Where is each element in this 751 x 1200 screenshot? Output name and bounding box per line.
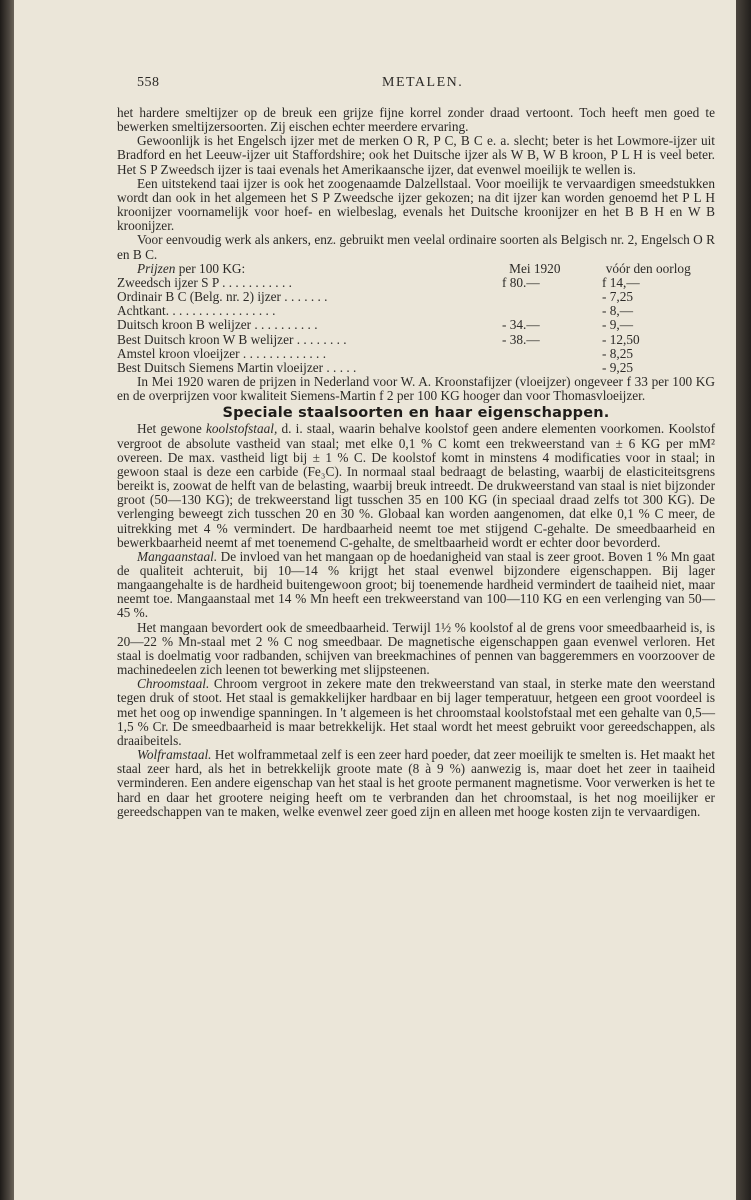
price-leader: . . . . .	[323, 359, 357, 375]
price-pre-war: - 9,25	[602, 359, 634, 375]
paragraph: het hardere smeltijzer op de breuk een grijze fijne korrel zonder draad vertoont. Toch heeft men goed te bewerken smeltijzersoorten. Zij eischen echter meerdere ervaring.	[117, 105, 715, 135]
paragraph: Voor eenvoudig werk als ankers, enz. gebruikt men veelal ordinaire soorten als Belgisch nr. 2, Engelsch O R en B C.	[117, 232, 715, 262]
paragraph-mangaan: Mangaanstaal. De invloed van het mangaan op de hoedanigheid van staal is zeer groot. Boven 1 % Mn gaat de qualiteit achteruit, bij 10—14 % krijgt het staal evenwel bijzondere eigenschappen. Bij lager mangaangehalte is de hardheid buitengewoon groot; bij toenemende hardheid vermindert de taaiheid niet, maar neemt toe. Mangaanstaal met 14 % Mn heeft een trekweerstand van 100—110 KG en een verlenging van 50—45 %.	[117, 548, 715, 621]
price-may-1920: - 34.—	[502, 317, 540, 333]
price-heading: Prijzen	[137, 260, 176, 276]
price-leader: . . . . . . . . . . . . .	[239, 345, 327, 361]
price-leader: . . . . . . . . . .	[251, 317, 318, 333]
term-chroomstaal: Chroomstaal.	[137, 676, 210, 692]
price-label: Best Duitsch kroon W B welijzer	[117, 331, 294, 347]
paragraph-wolfram: Wolframstaal. Het wolframmetaal zelf is een zeer hard poeder, dat zeer moeilijk te smelten is. Het maakt het staal zeer hard, als het in betrekkelijk groote mate (8 à 9 %) aanwezig is, maar doet het zeer in taaiheid verminderen. Een andere eigenschap van het staal is het groote permanent magnetisme. Voor verwerken is het te hard en daar het grootere neiging heeft om te verbranden dan het chroomstaal, is het nog moeilijker er gereedschappen van te maken, welke evenwel zeer goed zijn en alleen met hooge kosten zijn te vervaardigen.	[117, 747, 715, 819]
section-title: Speciale staalsoorten en haar eigenschappen.	[222, 405, 610, 422]
price-may-1920	[502, 290, 602, 304]
price-may-1920	[502, 304, 602, 318]
price-label: Ordinair B C (Belg. nr. 2) ijzer	[117, 289, 281, 305]
price-label: Duitsch kroon B welijzer	[117, 317, 252, 333]
paragraph-koolstof: Het gewone koolstofstaal, d. i. staal, waarin behalve koolstof geen andere elementen voorkomen. Koolstof vergroot de absolute vastheid van staal; met elke 0,1 % C komt een trekweerstand van ± 6 KG per mM² overeen. De max. vastheid ligt bij ± 1 % C. De koolstof komt in minstens 4 modificaties voor in staal; in gewoon staal is deze een carbide (Fe₃C). In normaal staal bedraagt de belasting, waarbij de elasticiteitsgrens bereikt is, zoowat de helft van de belasting, waarbij breuk intreedt. De drukweerstand van staal is niet bijzonder groot (50—130 KG); de trekweerstand ligt tusschen 35 en 100 KG (in speciaal draad zelfs tot 300 KG). De verlenging beweegt zich tusschen 20 en 30 %. Globaal kan worden aangenomen, dat elke 0,1 % C meer, de uitrekking met 4 % vermindert. De hardbaarheid neemt toe met stijgend C-gehalte. De smeedbaarheid en bewerkbaarheid neemt af met toenemend C-gehalte, de smeltbaarheid wordt er echter door bevorderd.	[117, 421, 715, 550]
term-mangaanstaal: Mangaanstaal.	[137, 548, 218, 564]
page-number: 558	[137, 75, 160, 90]
price-leader: . . . . . . . .	[293, 331, 347, 347]
price-label: Zweedsch ijzer S P	[117, 274, 219, 290]
paragraph: Het mangaan bevordert ook de smeedbaarheid. Terwijl 1½ % koolstof al de grens voor smeedbaarheid is, is 20—22 % Mn-staal met 2 % C nog smeedbaar. De magnetische eigenschappen gaan evenwel verloren. Het staal is doelmatig voor radbanden, schijven van breekmachines of pennen van baggeremmers en voorzoover de machinedeelen zich leenen tot bewerking met slijpsteenen.	[117, 619, 715, 678]
paragraph: Een uitstekend taai ijzer is ook het zoogenaamde Dalzellstaal. Voor moeilijk te vervaardigen smeedstukken wordt dan ook in het algemeen het S P Zweedsche ijzer gekozen; na dit ijzer kan worden genoemd het P L H kroonijzer voornamelijk voor hoef- en wielbeslag, evenals het Duitsche kroonijzer en het B B H en W B kroonijzer.	[117, 175, 715, 234]
price-row	[117, 361, 715, 375]
paragraph: Gewoonlijk is het Engelsch ijzer met de merken O R, P C, B C e. a. slecht; beter is het Lowmore-ijzer uit Bradford en het Leeuw-ijzer uit Staffordshire; ook het Duitsche ijzer als W B, W B kroon, P L H is veel beter. Het S P Zweedsch ijzer is taai evenals het Amerikaansche ijzer, dat evenwel moeilijk te wellen is.	[117, 133, 715, 177]
price-may-1920: - 38.—	[502, 331, 540, 347]
price-may-1920	[502, 361, 602, 375]
price-pre-war: - 8,—	[602, 303, 634, 319]
paragraph-chroom: Chroomstaal. Chroom vergroot in zekere mate den trekweerstand van staal, in sterke mate den weerstand tegen druk of stoot. Het staal is gemakkelijker hardbaar en bij lager temperatuur, hetgeen een groot voordeel is met het oog op inwendige spanningen. In 't algemeen is het chroomstaal koolstofstaal met een gehalte van 0,5—1,5 % Cr. De smeedbaarheid is maar betrekkelijk. Het staal wordt het meest gebruikt voor gereedschappen, als draaibeitels.	[117, 676, 715, 748]
price-row	[117, 333, 715, 347]
price-pre-war: - 8,25	[602, 345, 634, 361]
price-table-header	[117, 262, 715, 276]
book-gutter	[0, 0, 14, 1200]
price-col-1-header: Mei 1920	[509, 260, 561, 276]
price-leader: . . . . . . . . . . .	[218, 274, 292, 290]
price-label: Achtkant	[117, 303, 166, 319]
page-text	[117, 76, 715, 819]
price-pre-war: - 12,50	[602, 331, 640, 347]
price-pre-war: f 14,—	[602, 274, 640, 290]
price-row	[117, 347, 715, 361]
paragraph: In Mei 1920 waren de prijzen in Nederland voor W. A. Kroonstafijzer (vloeijzer) ongeveer f 33 per 100 KG en de overprijzen voor kwaliteit Siemens-Martin f 2 per 100 KG hooger dan voor Thomasvloeijzer.	[117, 373, 715, 404]
term-wolframstaal: Wolframstaal.	[137, 747, 212, 763]
price-row	[117, 304, 715, 318]
price-leader: . . . . . . . . . . . . . . . . .	[165, 303, 276, 319]
price-table	[117, 276, 715, 375]
price-row	[117, 276, 715, 290]
price-pre-war: - 9,—	[602, 317, 634, 333]
price-label: Best Duitsch Siemens Martin vloeijzer	[117, 359, 324, 375]
price-pre-war: - 7,25	[602, 289, 634, 305]
book-edge	[736, 0, 751, 1200]
term-koolstofstaal: koolstofstaal,	[205, 421, 278, 437]
price-label: Amstel kroon vloeijzer	[117, 345, 240, 361]
price-row	[117, 318, 715, 332]
price-leader: . . . . . . .	[280, 289, 328, 305]
price-col-2-header: vóór den oorlog	[605, 260, 691, 276]
price-may-1920: f 80.—	[502, 274, 540, 290]
book-page	[14, 0, 736, 1200]
running-title: METALEN.	[382, 75, 464, 90]
price-heading-rest: per 100 KG:	[175, 260, 246, 276]
price-may-1920	[502, 347, 602, 361]
page-header	[117, 76, 715, 96]
price-row	[117, 290, 715, 304]
